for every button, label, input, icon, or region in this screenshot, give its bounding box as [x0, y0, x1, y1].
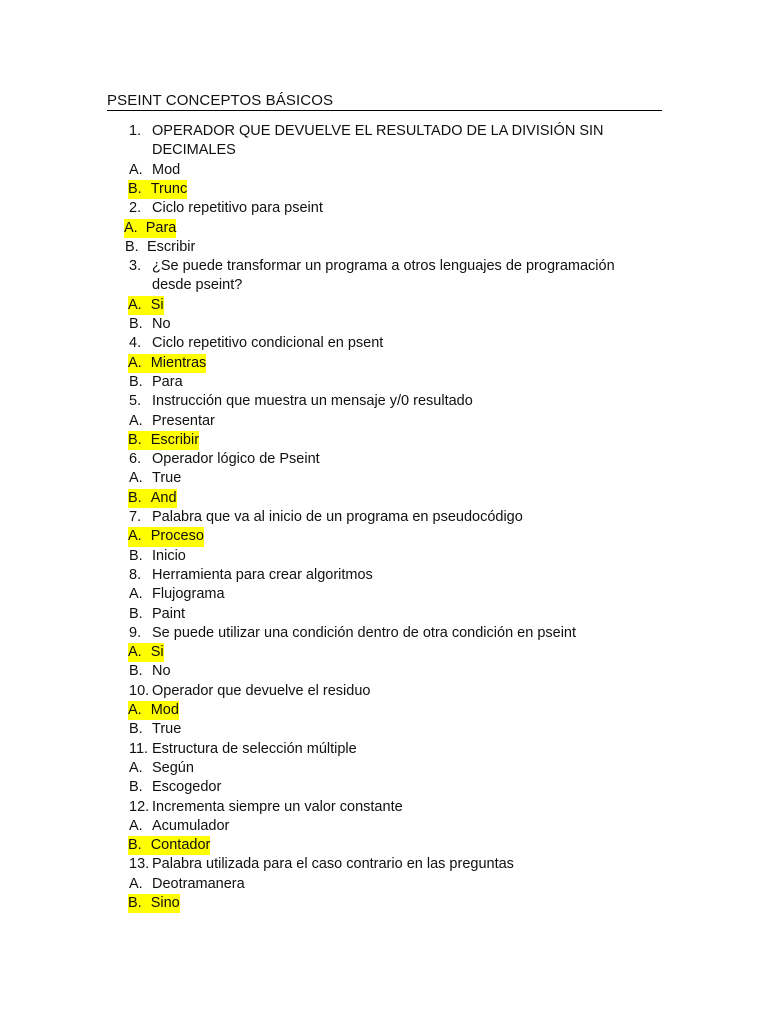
option-text: Para	[152, 373, 183, 390]
option-marker: A.	[129, 161, 143, 178]
question-text: Instrucción que muestra un mensaje y/0 resultado	[152, 393, 473, 410]
question-text: Estructura de selección múltiple	[152, 740, 357, 757]
option-text: Si	[150, 296, 164, 313]
option-text: Para	[145, 219, 177, 236]
option-text: No	[152, 663, 171, 680]
question-text: Se puede utilizar una condición dentro de otra condición en pseint	[152, 624, 577, 641]
question-text: desde pseint?	[152, 277, 243, 294]
question-number: 1.	[129, 123, 142, 139]
highlighted-answer	[128, 296, 164, 315]
option-text: Mientras	[150, 354, 207, 371]
option-marker: A.	[129, 586, 143, 603]
highlighted-answer	[128, 701, 179, 720]
option-text: Escribir	[150, 431, 200, 448]
question-text: Palabra que va al inicio de un programa en pseudocódigo	[152, 509, 523, 525]
option-marker: A.	[128, 296, 142, 313]
option-marker: B.	[129, 605, 143, 622]
option-marker: B.	[129, 721, 143, 738]
question-number: 6.	[129, 451, 142, 468]
option-marker: A.	[129, 875, 143, 892]
question-number: 5.	[129, 393, 142, 410]
option-marker: A.	[129, 470, 143, 487]
question-number: 10.	[129, 682, 150, 699]
question-number: 2.	[129, 200, 142, 217]
question-text: ¿Se puede transformar un programa a otros lenguajes de programación	[152, 258, 615, 275]
option-text: Presentar	[152, 412, 215, 429]
highlighted-answer	[128, 527, 204, 546]
option-text: True	[152, 721, 182, 738]
option-marker: A.	[128, 354, 142, 371]
option-text: Mod	[150, 702, 179, 718]
option-marker: B.	[129, 779, 143, 796]
option-marker: B.	[129, 663, 143, 680]
option-text: Trunc	[150, 180, 188, 197]
option-text: No	[152, 316, 171, 332]
option-text: Escogedor	[152, 779, 222, 796]
highlighted-answer	[128, 894, 180, 913]
option-marker: B.	[128, 180, 142, 197]
title-underline	[107, 110, 662, 111]
option-text: Paint	[152, 605, 186, 622]
highlighted-answer	[128, 431, 199, 450]
option-text: Proceso	[150, 528, 204, 545]
option-text: Inicio	[152, 547, 186, 564]
question-text: Palabra utilizada para el caso contrario en las preguntas	[152, 856, 514, 873]
option-text: Contador	[150, 837, 211, 854]
question-text: Ciclo repetitivo condicional en psent	[152, 335, 384, 352]
option-text: Acumulador	[152, 817, 230, 834]
option-marker: B.	[129, 373, 143, 390]
question-text: OPERADOR QUE DEVUELVE EL RESULTADO DE LA DIVISIÓN SIN	[152, 123, 604, 139]
question-number: 12.	[129, 798, 150, 815]
option-marker: A.	[129, 817, 143, 834]
option-marker: A.	[128, 702, 142, 718]
highlighted-answer	[128, 354, 206, 373]
question-number: 9.	[129, 624, 142, 641]
question-number: 4.	[129, 335, 142, 352]
highlighted-answer	[128, 489, 177, 508]
option-marker: B.	[129, 547, 143, 564]
question-number: 8.	[129, 566, 142, 583]
question-text: Herramienta para crear algoritmos	[152, 566, 373, 583]
question-text: Operador que devuelve el residuo	[152, 682, 371, 699]
highlighted-answer	[128, 836, 210, 855]
option-text: Sino	[150, 895, 180, 911]
option-marker: B.	[128, 837, 142, 854]
option-marker: B.	[125, 238, 139, 255]
option-text: Deotramanera	[152, 875, 245, 892]
option-text: Flujograma	[152, 586, 225, 603]
option-text: Si	[150, 644, 164, 661]
question-number: 3.	[129, 258, 142, 275]
option-text: Según	[152, 759, 194, 776]
option-marker: A.	[128, 644, 142, 661]
question-text: Operador lógico de Pseint	[152, 451, 320, 468]
document-title: PSEINT CONCEPTOS BÁSICOS	[107, 92, 334, 109]
question-text: DECIMALES	[152, 142, 236, 159]
option-marker: A.	[129, 412, 143, 429]
option-marker: B.	[128, 489, 142, 506]
highlighted-answer	[128, 180, 187, 199]
option-marker: B.	[129, 316, 143, 332]
question-number: 13.	[129, 856, 150, 873]
option-text: And	[150, 489, 177, 506]
option-marker: A.	[128, 528, 142, 545]
option-text: True	[152, 470, 182, 487]
question-number: 11.	[129, 740, 149, 757]
option-marker: B.	[128, 431, 142, 448]
question-text: Incrementa siempre un valor constante	[152, 798, 403, 815]
highlighted-answer	[124, 219, 176, 238]
question-number: 7.	[129, 509, 142, 525]
option-text: Escribir	[147, 238, 196, 255]
option-text: Mod	[152, 161, 181, 178]
option-marker: B.	[128, 895, 142, 911]
question-text: Ciclo repetitivo para pseint	[152, 200, 323, 217]
option-marker: A.	[124, 219, 138, 236]
option-marker: A.	[129, 759, 143, 776]
highlighted-answer	[128, 643, 164, 662]
